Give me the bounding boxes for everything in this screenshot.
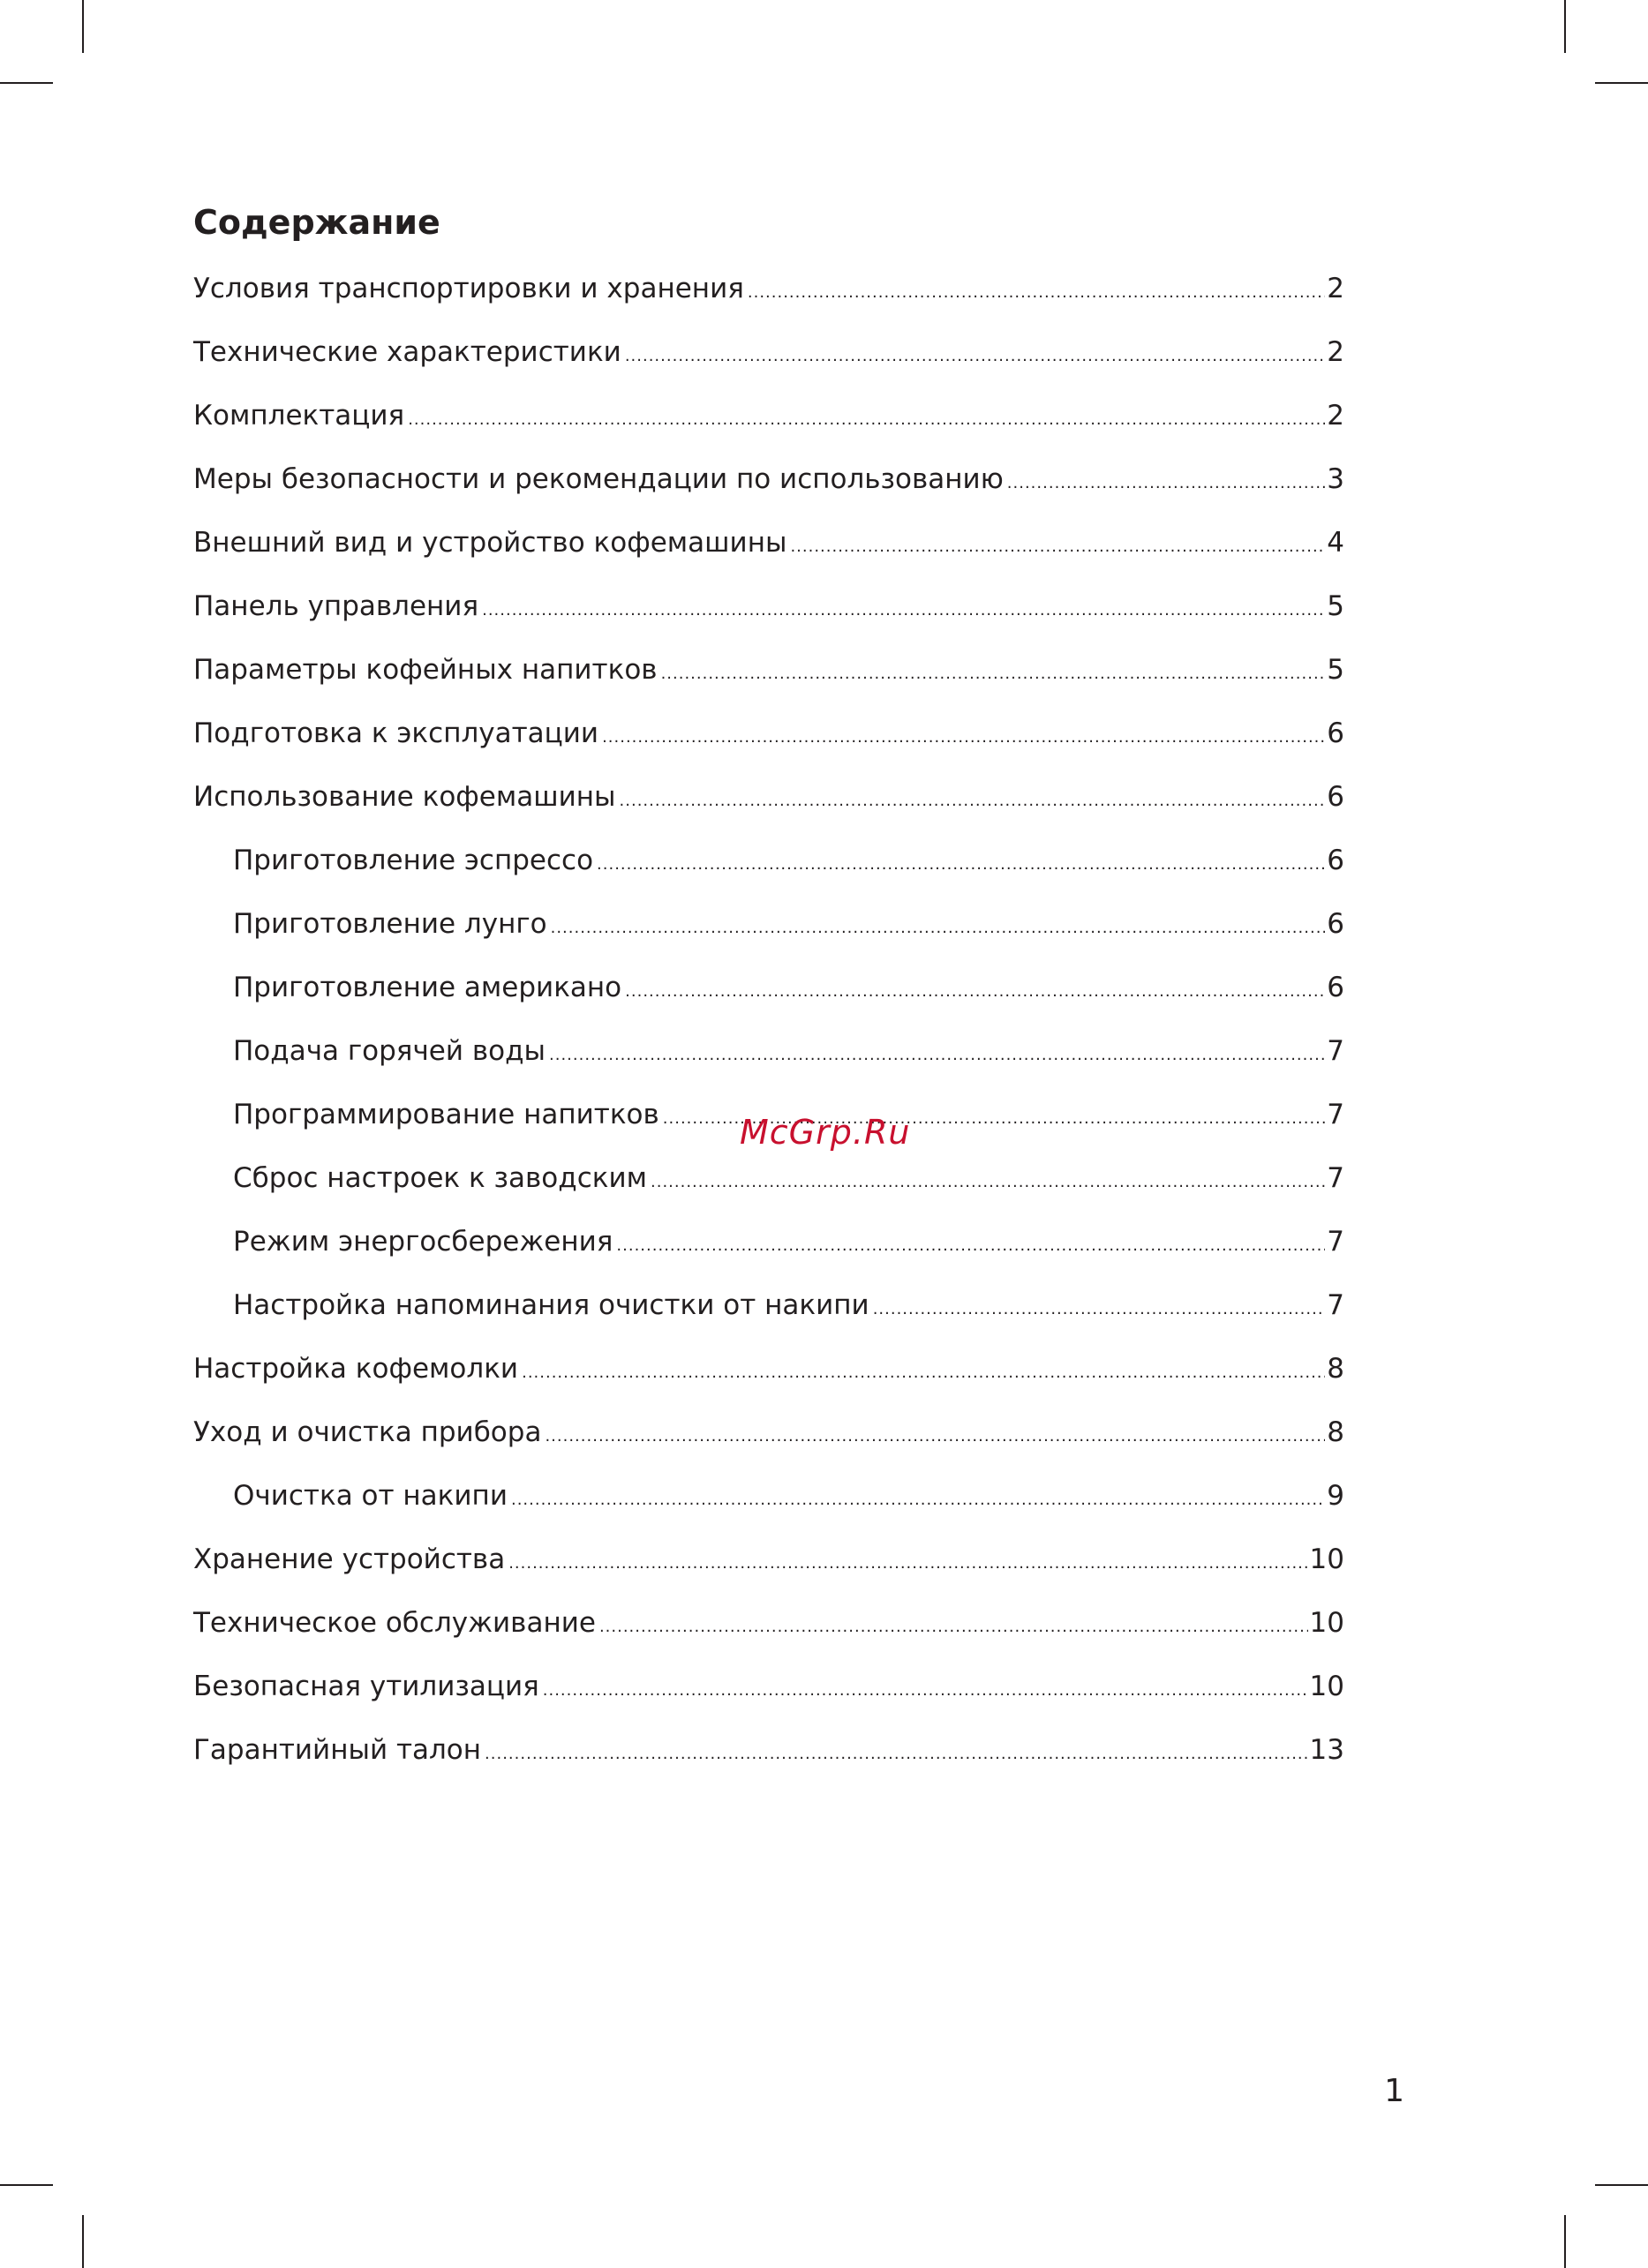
toc-dot-leader (625, 335, 1325, 378)
toc-entry[interactable] (193, 966, 1344, 1030)
toc-entry-page: 2 (1327, 400, 1344, 432)
toc-entry-page: 2 (1327, 273, 1344, 304)
toc-entry[interactable] (193, 394, 1344, 458)
toc-dot-leader (485, 1733, 1308, 1776)
toc-entry-page: 7 (1327, 1099, 1344, 1130)
toc-entry-page: 6 (1327, 717, 1344, 749)
toc-entry[interactable] (193, 1348, 1344, 1411)
toc-entry-page: 2 (1327, 336, 1344, 368)
toc-entry-page: 7 (1327, 1226, 1344, 1258)
toc-dot-leader (543, 1670, 1308, 1712)
toc-entry[interactable] (193, 1602, 1344, 1665)
page-number: 1 (1384, 2073, 1404, 2109)
toc-entry[interactable] (193, 712, 1344, 776)
toc-entry-label: Меры безопасности и рекомендации по использованию (193, 463, 1004, 495)
toc-dot-leader (616, 1225, 1325, 1267)
toc-entry-label: Хранение устройства (193, 1543, 506, 1575)
toc-entry-page: 13 (1309, 1734, 1344, 1766)
toc-dot-leader (597, 844, 1325, 886)
toc-entry-page: 8 (1327, 1353, 1344, 1385)
toc-dot-leader (549, 1034, 1325, 1077)
toc-entry-page: 6 (1327, 908, 1344, 940)
toc-entry-label: Подготовка к эксплуатации (193, 717, 599, 749)
toc-entry-label: Подача горячей воды (233, 1035, 546, 1067)
toc-entry[interactable] (193, 649, 1344, 712)
toc-entry-page: 5 (1327, 590, 1344, 622)
crop-mark-top-left-horizontal (0, 82, 53, 84)
crop-mark-top-right-horizontal (1595, 82, 1648, 84)
toc-entry-page: 7 (1327, 1162, 1344, 1194)
toc-entry[interactable] (193, 522, 1344, 585)
toc-entry-label: Приготовление эспрессо (233, 845, 594, 876)
toc-entry-page: 8 (1327, 1416, 1344, 1448)
toc-entry[interactable] (193, 1284, 1344, 1348)
toc-entry-page: 3 (1327, 463, 1344, 495)
toc-entry-page: 6 (1327, 781, 1344, 813)
toc-entry-label: Панель управления (193, 590, 479, 622)
crop-mark-top-left-vertical (82, 0, 84, 53)
crop-mark-bottom-left-horizontal (0, 2184, 53, 2186)
toc-entry-label: Использование кофемашины (193, 781, 616, 813)
toc-entry[interactable] (193, 903, 1344, 966)
toc-entry-page: 9 (1327, 1480, 1344, 1512)
toc-entry-label: Технические характеристики (193, 336, 621, 368)
toc-entry-page: 10 (1309, 1607, 1344, 1639)
toc-dot-leader (551, 907, 1326, 950)
toc-entry-page: 5 (1327, 654, 1344, 686)
toc-dot-leader (790, 526, 1325, 568)
toc-entry-label: Условия транспортировки и хранения (193, 273, 744, 304)
toc-entry[interactable] (193, 1538, 1344, 1602)
toc-dot-leader (625, 971, 1325, 1013)
toc-entry-label: Настройка напоминания очистки от накипи (233, 1289, 869, 1321)
toc-dot-leader (620, 780, 1326, 822)
toc-entry-label: Внешний вид и устройство кофемашины (193, 527, 787, 559)
crop-mark-top-right-vertical (1564, 0, 1566, 53)
toc-dot-leader (873, 1288, 1326, 1331)
toc-entry[interactable] (193, 331, 1344, 394)
toc-dot-leader (522, 1352, 1325, 1394)
toc-entry-label: Настройка кофемолки (193, 1353, 519, 1385)
toc-entry-page: 7 (1327, 1289, 1344, 1321)
toc-entry[interactable] (193, 1157, 1344, 1220)
toc-entry-label: Приготовление лунго (233, 908, 547, 940)
toc-dot-leader (545, 1416, 1325, 1458)
toc-dot-leader (482, 590, 1325, 632)
toc-dot-leader (602, 717, 1325, 759)
toc-entry[interactable] (193, 1665, 1344, 1729)
toc-entry-label: Параметры кофейных напитков (193, 654, 658, 686)
toc-entry-label: Уход и очистка прибора (193, 1416, 542, 1448)
toc-entry-page: 4 (1327, 527, 1344, 559)
toc-entry-page: 10 (1309, 1671, 1344, 1702)
toc-entry[interactable] (193, 1475, 1344, 1538)
crop-mark-bottom-right-vertical (1564, 2215, 1566, 2268)
toc-entry-page: 6 (1327, 972, 1344, 1003)
toc-entry-page: 10 (1309, 1543, 1344, 1575)
toc-dot-leader (748, 272, 1325, 314)
table-of-contents (193, 267, 1344, 1792)
toc-entry[interactable] (193, 1411, 1344, 1475)
toc-entry-label: Приготовление американо (233, 972, 622, 1003)
toc-entry[interactable] (193, 1030, 1344, 1093)
toc-entry[interactable] (193, 1220, 1344, 1284)
page-title: Содержание (193, 203, 440, 242)
toc-entry-label: Режим энергосбережения (233, 1226, 613, 1258)
toc-entry-label: Безопасная утилизация (193, 1671, 539, 1702)
toc-dot-leader (661, 653, 1326, 695)
toc-entry[interactable] (193, 776, 1344, 839)
toc-entry-label: Комплектация (193, 400, 405, 432)
toc-dot-leader (599, 1606, 1308, 1648)
crop-mark-bottom-right-horizontal (1595, 2184, 1648, 2186)
toc-entry-label: Программирование напитков (233, 1099, 659, 1130)
toc-entry[interactable] (193, 585, 1344, 649)
toc-entry-page: 6 (1327, 845, 1344, 876)
toc-entry-page: 7 (1327, 1035, 1344, 1067)
crop-mark-bottom-left-vertical (82, 2215, 84, 2268)
toc-dot-leader (1007, 462, 1325, 505)
toc-entry-label: Гарантийный талон (193, 1734, 482, 1766)
toc-entry[interactable] (193, 267, 1344, 331)
toc-entry-label: Техническое обслуживание (193, 1607, 596, 1639)
toc-entry[interactable] (193, 458, 1344, 522)
toc-dot-leader (408, 399, 1325, 441)
toc-entry-label: Очистка от накипи (233, 1480, 508, 1512)
toc-dot-leader (508, 1543, 1307, 1585)
watermark: McGrp.Ru (740, 1113, 911, 1152)
toc-entry[interactable] (193, 1729, 1344, 1792)
toc-dot-leader (511, 1479, 1325, 1521)
toc-entry[interactable] (193, 839, 1344, 903)
toc-dot-leader (651, 1161, 1325, 1204)
toc-entry-label: Сброс настроек к заводским (233, 1162, 647, 1194)
